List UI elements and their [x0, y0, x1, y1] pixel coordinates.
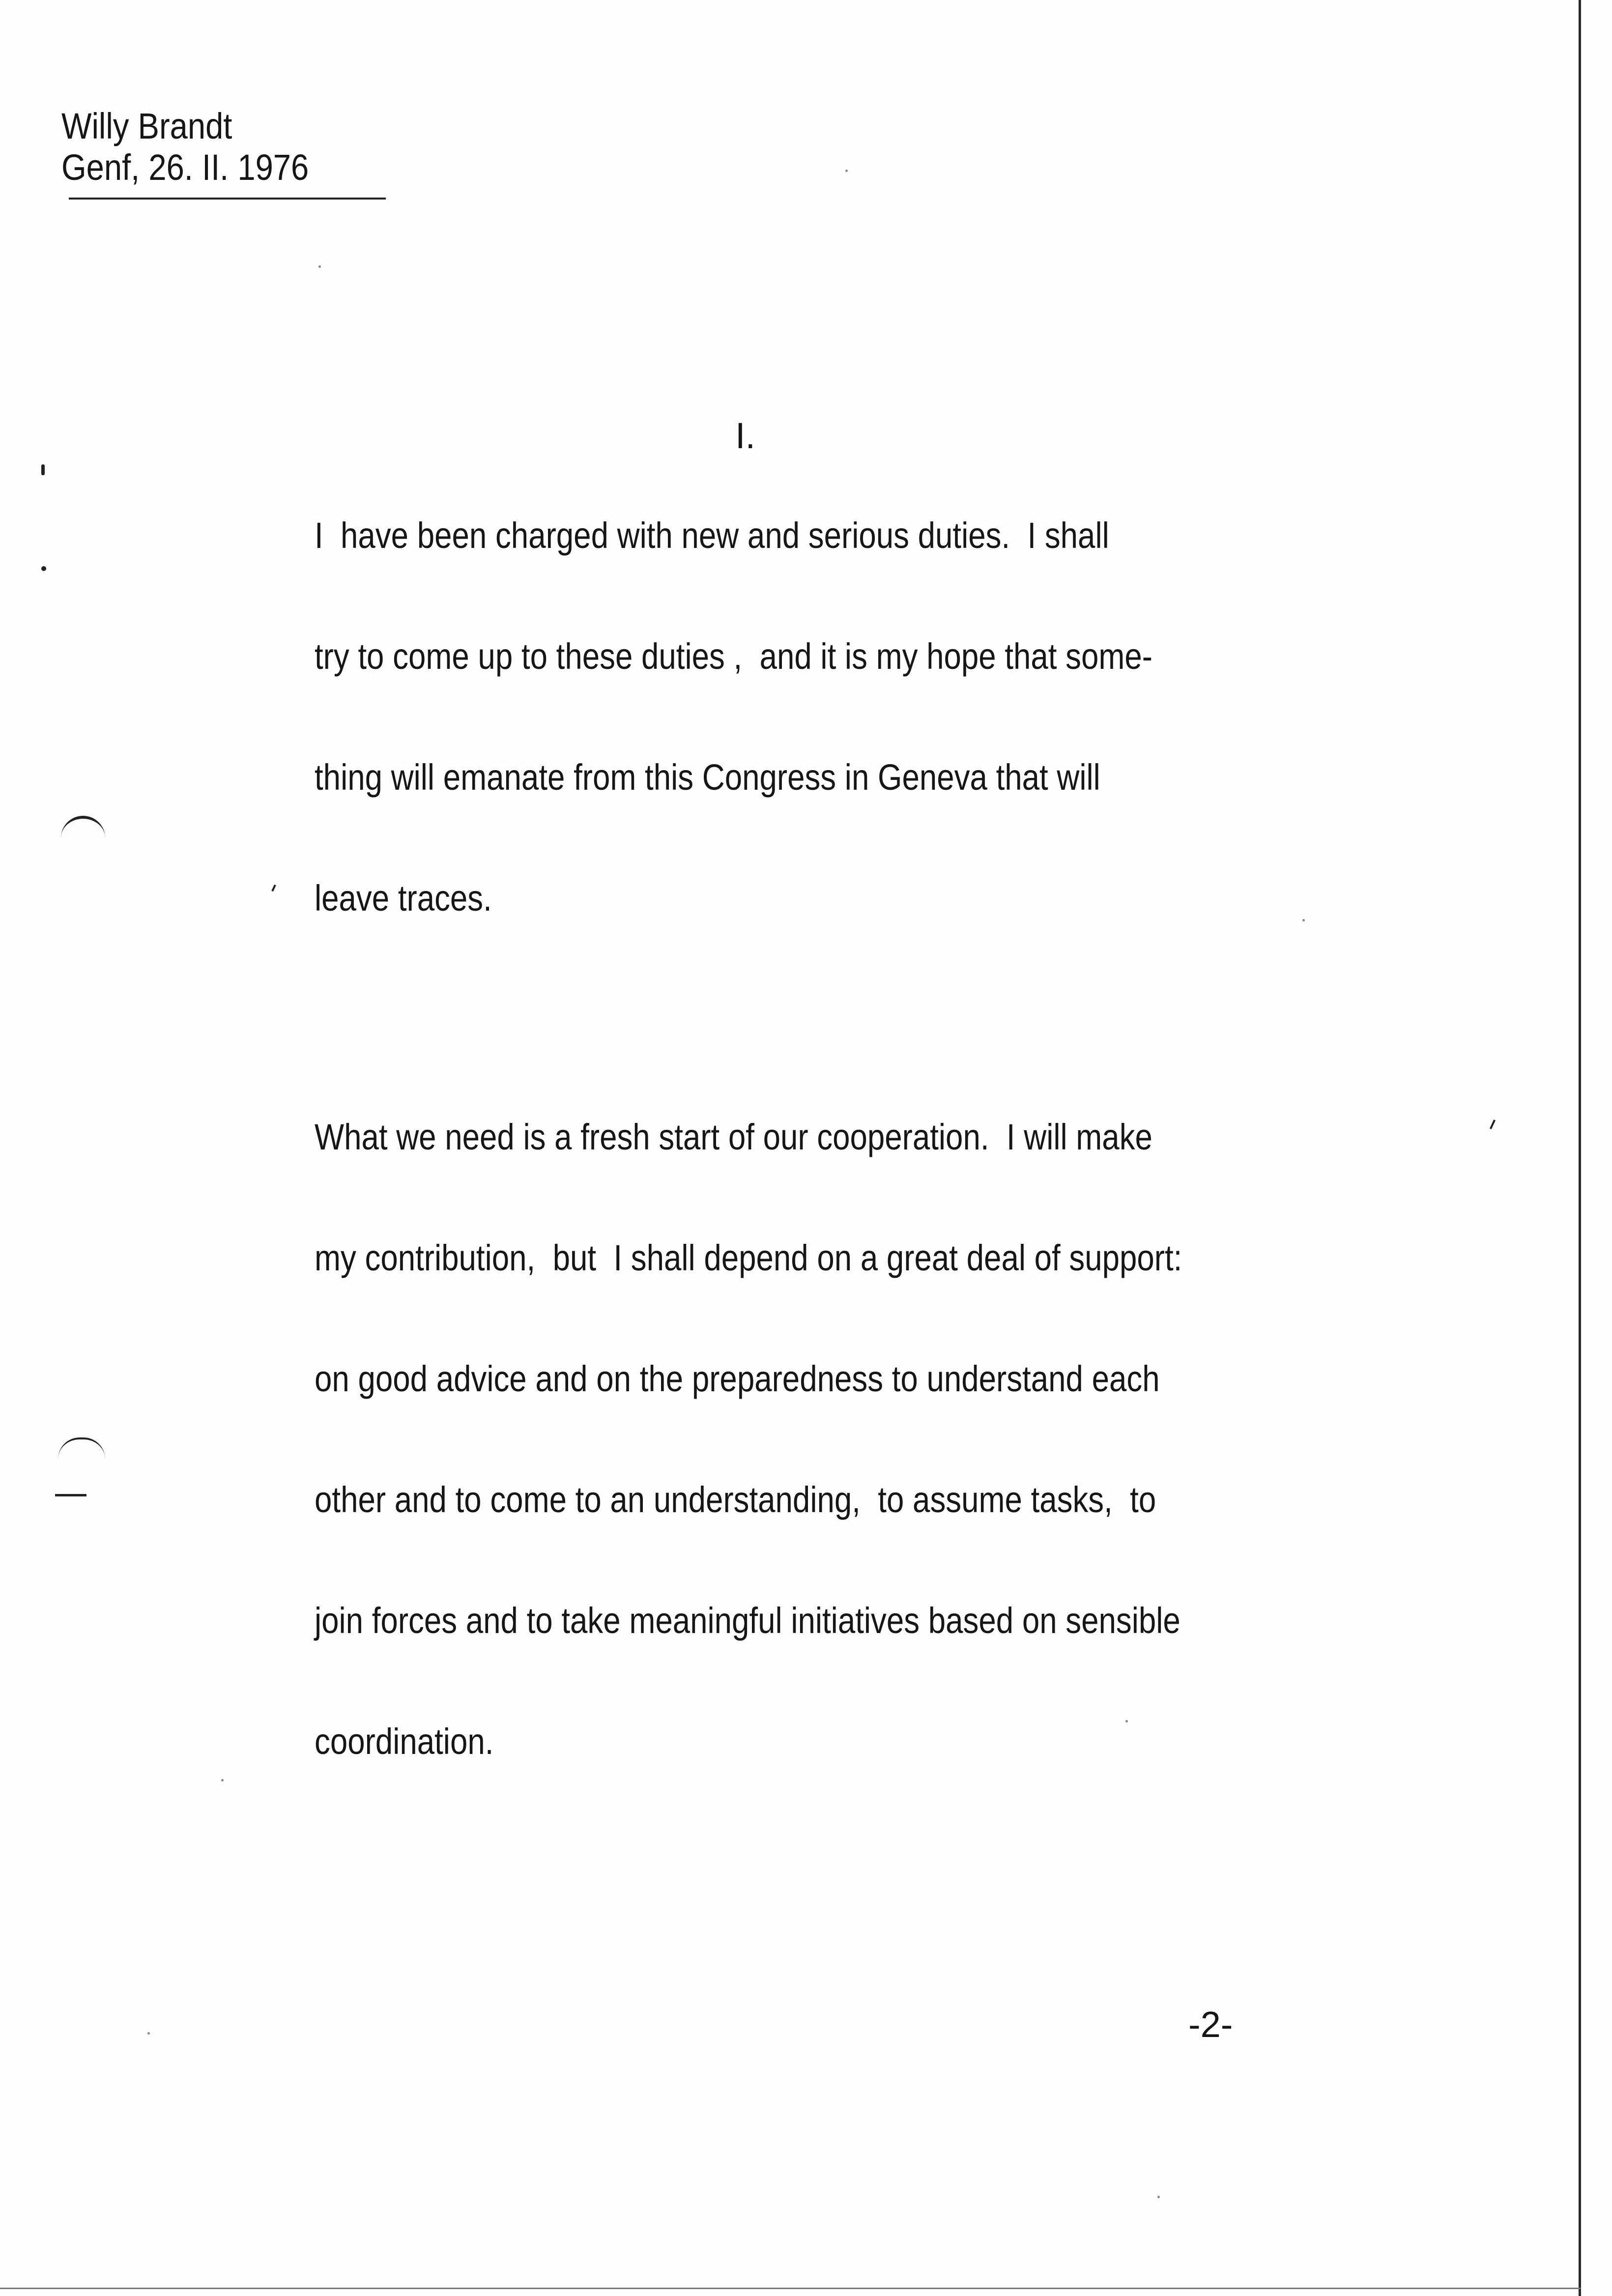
paragraph-1 [315, 515, 1329, 999]
paragraph-line: join forces and to take meaningful initiatives based on sensible [315, 1600, 1180, 1641]
scan-edge-bottom [0, 2288, 1581, 2289]
margin-mark [1490, 1119, 1496, 1129]
margin-mark [41, 566, 46, 571]
scan-edge-right [1579, 0, 1581, 2296]
margin-mark [271, 885, 276, 891]
punch-hole-mark [58, 1437, 105, 1459]
scan-speck [318, 265, 321, 268]
paragraph-line: other and to come to an understanding, to assume tasks, to [315, 1479, 1156, 1520]
margin-mark [55, 1494, 86, 1496]
author-name: Willy Brandt [61, 106, 232, 146]
section-number: I. [735, 415, 756, 456]
paragraph-line: I have been charged with new and serious duties. I shall [315, 515, 1109, 556]
header-underline [69, 198, 386, 200]
page-number: -2- [1188, 2004, 1233, 2045]
document-header [61, 106, 347, 188]
place-date: Genf, 26. II. 1976 [61, 147, 309, 188]
scan-speck [147, 2032, 150, 2035]
paragraph-line: coordination. [315, 1721, 494, 1762]
paragraph-line: try to come up to these duties , and it is my hope that some- [315, 636, 1152, 677]
paragraph-line: leave traces. [315, 878, 492, 918]
paragraph-line: thing will emanate from this Congress in Geneva that will [315, 757, 1100, 798]
scan-speck [1157, 2196, 1160, 2198]
margin-mark [41, 464, 45, 475]
scan-speck [1302, 919, 1305, 921]
scan-speck [845, 170, 848, 172]
paragraph-line: my contribution, but I shall depend on a great deal of support: [315, 1237, 1182, 1278]
paragraph-line: What we need is a fresh start of our cooperation. I will make [315, 1117, 1152, 1157]
paragraph-2 [315, 1117, 1329, 1842]
punch-hole-mark [61, 816, 105, 838]
paragraph-line: on good advice and on the preparedness to understand each [315, 1358, 1160, 1399]
scan-speck [221, 1779, 224, 1781]
scan-speck [1125, 1720, 1128, 1722]
